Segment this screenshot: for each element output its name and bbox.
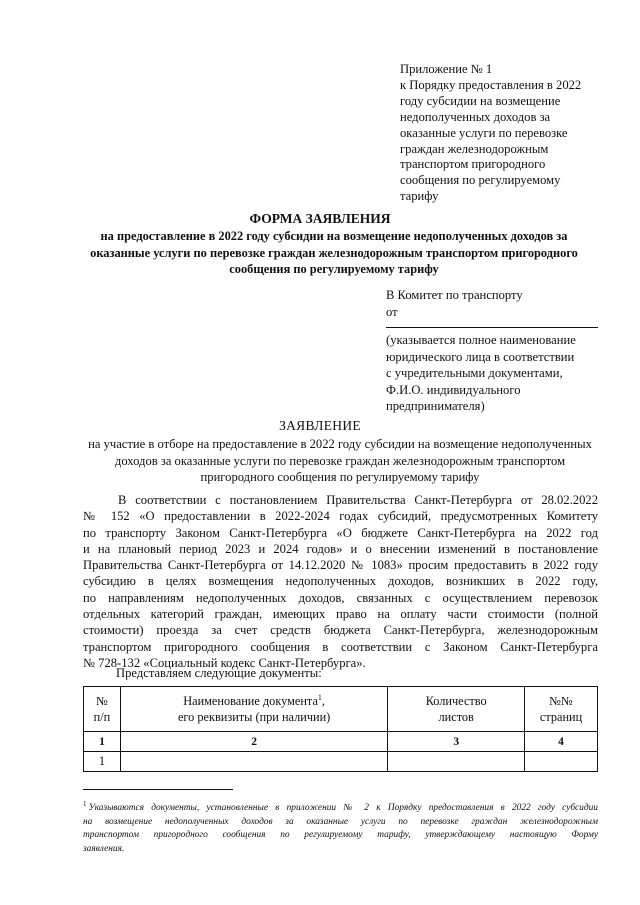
appendix-line: к Порядку предоставления в 2022	[400, 77, 582, 92]
form-subtitle-line: на предоставление в 2022 году субсидии на возмещение недополученных доходов за	[100, 229, 568, 243]
addressee-from	[386, 304, 606, 321]
footnote-line: на возмещение недополученных доходов за оказанные услуги по перевозке граждан железнодорожным	[83, 816, 598, 827]
header-name-suffix: ,	[321, 694, 325, 708]
from-label: от	[386, 304, 398, 319]
appendix-line: недополученных доходов за	[400, 109, 551, 124]
body-line: отдельных категорий граждан, имеющих право на оплату части стоимости (полной	[83, 607, 598, 622]
note-line: (указывается полное наименование	[386, 333, 576, 347]
note-line: Ф.И.О. индивидуального	[386, 382, 521, 397]
header-number-line: №	[96, 694, 108, 708]
note-line: с учредительными документами,	[386, 366, 563, 380]
footnote-mark: 1	[83, 800, 87, 808]
documents-table	[83, 686, 598, 772]
footnote-ref: 1	[317, 692, 322, 702]
body-line: и на плановый период 2023 и 2024 годов» и о внесении изменений в постановление	[83, 541, 598, 556]
body-line: транспортом пригородного сообщения в соответствии с Законом Санкт-Петербурга	[83, 639, 598, 654]
footnote-separator	[83, 789, 233, 790]
form-subtitle-line: оказанные услуги по перевозке граждан железнодорожным транспортом пригородного	[90, 245, 578, 260]
statement-subtitle	[80, 436, 600, 486]
header-sheet-count-line: листов	[438, 710, 474, 724]
appendix-header	[400, 62, 610, 205]
statement-subtitle-line: пригородного сообщения по регулируемому тарифу	[200, 470, 480, 484]
footnote-line: транспортом пригородного сообщения по регулируемому тарифу, утверждающему настоящую Форму	[83, 830, 598, 841]
body-line: № 152 «О предоставлении в 2022-2024 годах субсидий, предусмотренных Комитету	[83, 509, 598, 524]
header-page-numbers-line: страниц	[539, 710, 583, 724]
body-line: № 728-132 «Социальный кодекс Санкт-Петербурга».	[83, 655, 366, 670]
column-number: 3	[388, 732, 525, 752]
footnote	[83, 798, 598, 857]
header-number-line: п/п	[93, 710, 111, 724]
appendix-line: сообщения по регулируемому	[400, 173, 561, 188]
appendix-line: Приложение № 1	[400, 62, 493, 76]
body-line: Правительства Санкт-Петербурга от 14.12.2020 № 1083» просим предоставить в 2022 году	[83, 558, 598, 573]
table-header-row	[84, 687, 598, 732]
appendix-line: транспортом пригородного	[400, 157, 546, 172]
column-number: 4	[525, 732, 598, 752]
footnote-line: заявления.	[83, 843, 125, 854]
applicant-name-line	[386, 327, 598, 328]
form-title: ФОРМА ЗАЯВЛЕНИЯ	[249, 211, 391, 226]
body-line: В соответствии с постановлением Правительства Санкт-Петербурга от 28.02.2022	[118, 493, 598, 507]
appendix-line: году субсидии на возмещение	[400, 93, 561, 108]
body-line: по транспорту Законом Санкт-Петербурга «О бюджете Санкт-Петербурга на 2022 год	[83, 525, 598, 540]
statement-title: ЗАЯВЛЕНИЕ	[279, 418, 361, 433]
applicant-note	[386, 332, 606, 415]
header-page-numbers	[525, 687, 598, 732]
column-number-row	[84, 732, 598, 752]
note-line: юридического лица в соответствии	[386, 349, 575, 364]
documents-intro: Представляем следующие документы:	[116, 666, 322, 680]
appendix-line: оказанные услуги по перевозке	[400, 125, 568, 140]
column-number: 1	[84, 732, 121, 752]
column-number: 2	[120, 732, 387, 752]
statement-subtitle-line: на участие в отборе на предоставление в 2022 году субсидии на возмещение недополученных	[88, 437, 592, 451]
header-sheet-count-line: Количество	[425, 694, 487, 708]
header-name-text: Наименование документа	[183, 694, 318, 708]
appendix-line: граждан железнодорожным	[400, 141, 549, 156]
table-row	[84, 752, 598, 772]
table-cell	[120, 752, 387, 772]
addressee-to: В Комитет по транспорту	[386, 288, 523, 302]
body-line: стоимости) проезда за счет средств бюджета Санкт-Петербурга, железнодорожным	[83, 623, 598, 638]
header-number	[84, 687, 121, 732]
table-cell	[525, 752, 598, 772]
header-sheet-count	[388, 687, 525, 732]
statement-body	[83, 492, 598, 671]
table-cell	[388, 752, 525, 772]
footnote-line	[83, 798, 598, 816]
statement-subtitle-line: доходов за оказанные услуги по перевозке граждан железнодорожным транспортом	[114, 453, 566, 468]
addressee-block	[386, 287, 606, 320]
note-line: предпринимателя)	[386, 399, 485, 413]
header-page-numbers-line: №№	[549, 694, 573, 708]
header-document-name	[120, 687, 387, 732]
header-document-name-line: его реквизиты (при наличии)	[177, 710, 331, 724]
body-line: субсидию в целях возмещения недополученных доходов, возникших в 2022 году,	[83, 574, 598, 589]
form-subtitle	[74, 228, 594, 278]
body-line: по направлениям недополученных доходов, связанных с осуществлением перевозок	[83, 590, 598, 605]
footnote-text: Указываются документы, установленные в приложении № 2 к Порядку предоставления в 2022 году субсидии	[88, 803, 598, 814]
appendix-line: тарифу	[400, 189, 439, 204]
form-subtitle-line: сообщения по регулируемому тарифу	[229, 262, 439, 276]
table-cell: 1	[84, 752, 121, 772]
header-document-name-line	[121, 693, 387, 709]
